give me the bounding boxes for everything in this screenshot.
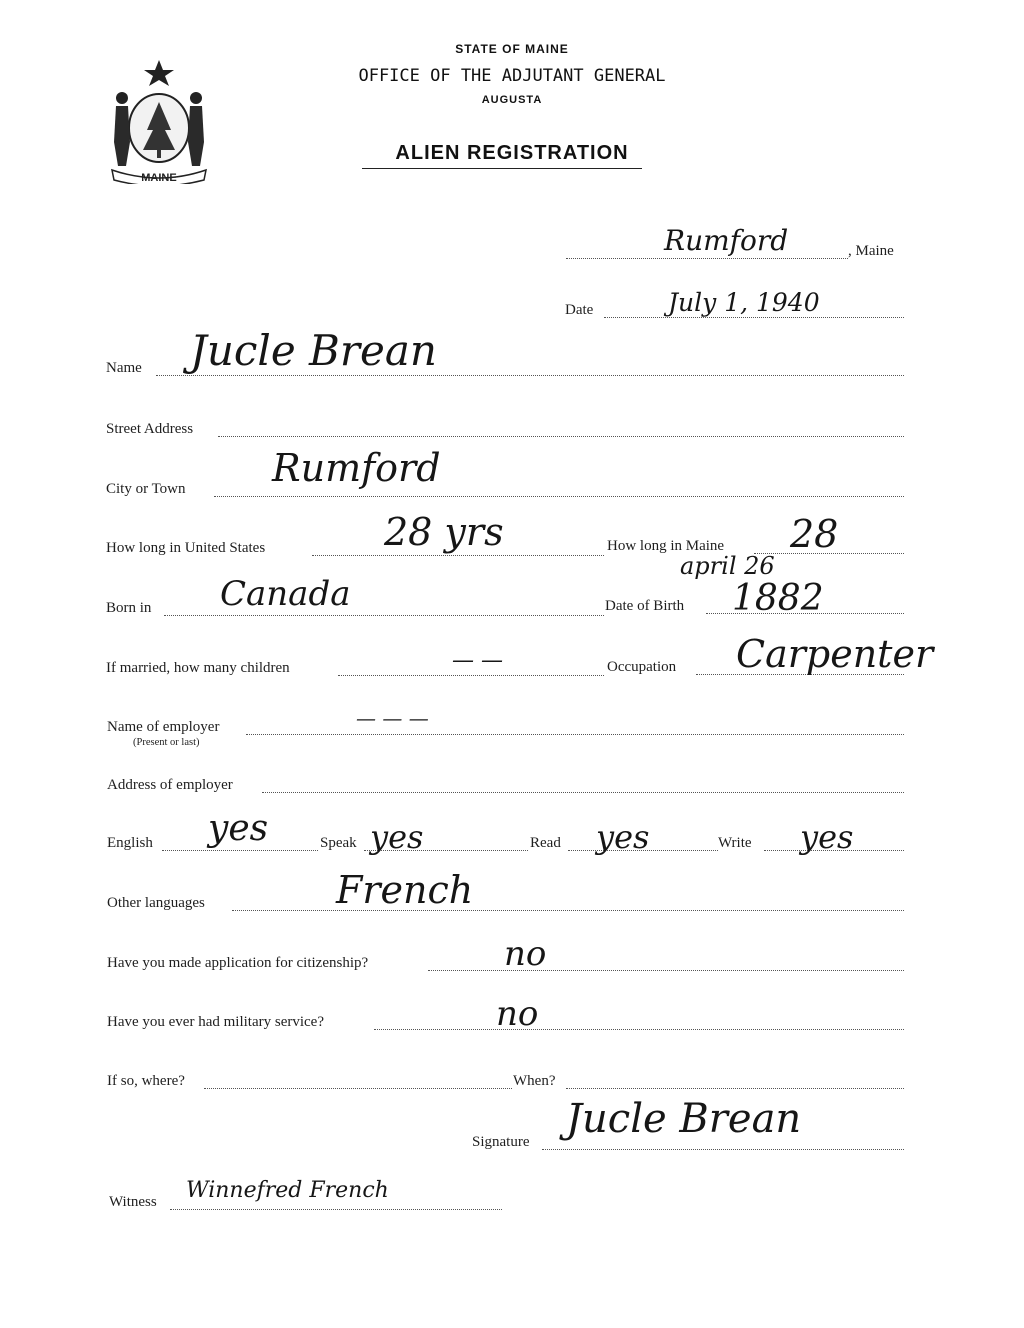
military-label: Have you ever had military service? [107,1014,324,1030]
speak-label: Speak [320,835,357,851]
citizenship-value: no [504,934,547,974]
name-line [156,375,904,376]
date-line [604,317,904,318]
where-line [204,1088,512,1089]
citizenship-line [428,970,904,971]
english-value: yes [208,808,269,849]
how-long-us-label: How long in United States [106,540,266,556]
town-line [566,258,848,259]
occupation-label: Occupation [607,659,677,675]
seal-banner-text: MAINE [141,172,177,184]
office-heading: OFFICE OF THE ADJUTANT GENERAL [358,66,666,86]
maine-suffix: , Maine [848,243,894,259]
english-line [162,850,318,851]
born-in-line [164,615,604,616]
military-value: no [496,994,539,1034]
citizenship-label: Have you made application for citizenship? [107,955,369,971]
city-line [214,496,904,497]
dob-month-day: april 26 [680,552,775,580]
english-label: English [107,835,153,851]
city-value: Rumford [272,446,441,490]
children-line [338,675,604,676]
write-value: yes [800,818,854,856]
how-long-us-line [312,555,604,556]
employer-address-line [262,792,904,793]
children-label: If married, how many children [106,660,290,676]
witness-value: Winnefred French [186,1178,389,1203]
signature-label: Signature [472,1134,530,1150]
when-line [566,1088,904,1089]
name-label: Name [106,360,142,376]
other-languages-label: Other languages [107,895,205,911]
witness-line [170,1209,502,1210]
how-long-us-value: 28 yrs [384,510,504,554]
where-label: If so, where? [107,1073,185,1089]
witness-label: Witness [109,1194,157,1210]
read-value: yes [596,818,650,856]
city-label: City or Town [106,481,186,497]
signature-line [542,1149,904,1150]
maine-seal-icon [104,58,214,184]
write-label: Write [718,835,752,851]
employer-name-sublabel: (Present or last) [133,737,200,748]
signature-value: Jucle Brean [566,1096,802,1142]
city-heading: AUGUSTA [481,94,543,106]
employer-name-value: — — — [356,706,429,730]
date-of-birth-label: Date of Birth [605,598,685,614]
occupation-value: Carpenter [736,632,934,676]
children-value: — — [452,648,503,673]
town-value: Rumford [664,224,789,257]
when-label: When? [513,1073,556,1089]
born-in-value: Canada [220,574,351,614]
form-title: ALIEN REGISTRATION [395,142,629,164]
street-address-label: Street Address [106,421,194,437]
read-label: Read [530,835,561,851]
how-long-maine-value: 28 [790,512,839,556]
other-languages-line [232,910,904,911]
employer-address-label: Address of employer [107,777,233,793]
military-line [374,1029,904,1030]
other-languages-value: French [336,868,474,912]
how-long-maine-label: How long in Maine [607,538,725,554]
state-heading: STATE OF MAINE [455,42,569,56]
date-label: Date [565,302,594,318]
name-value: Jucle Brean [190,326,437,375]
street-address-line [218,436,904,437]
speak-value: yes [370,818,424,856]
employer-name-label: Name of employer [107,719,220,735]
born-in-label: Born in [106,600,152,616]
dob-year: 1882 [732,578,824,619]
title-underline [362,168,642,169]
date-value: July 1, 1940 [668,288,820,317]
employer-name-line [246,734,904,735]
